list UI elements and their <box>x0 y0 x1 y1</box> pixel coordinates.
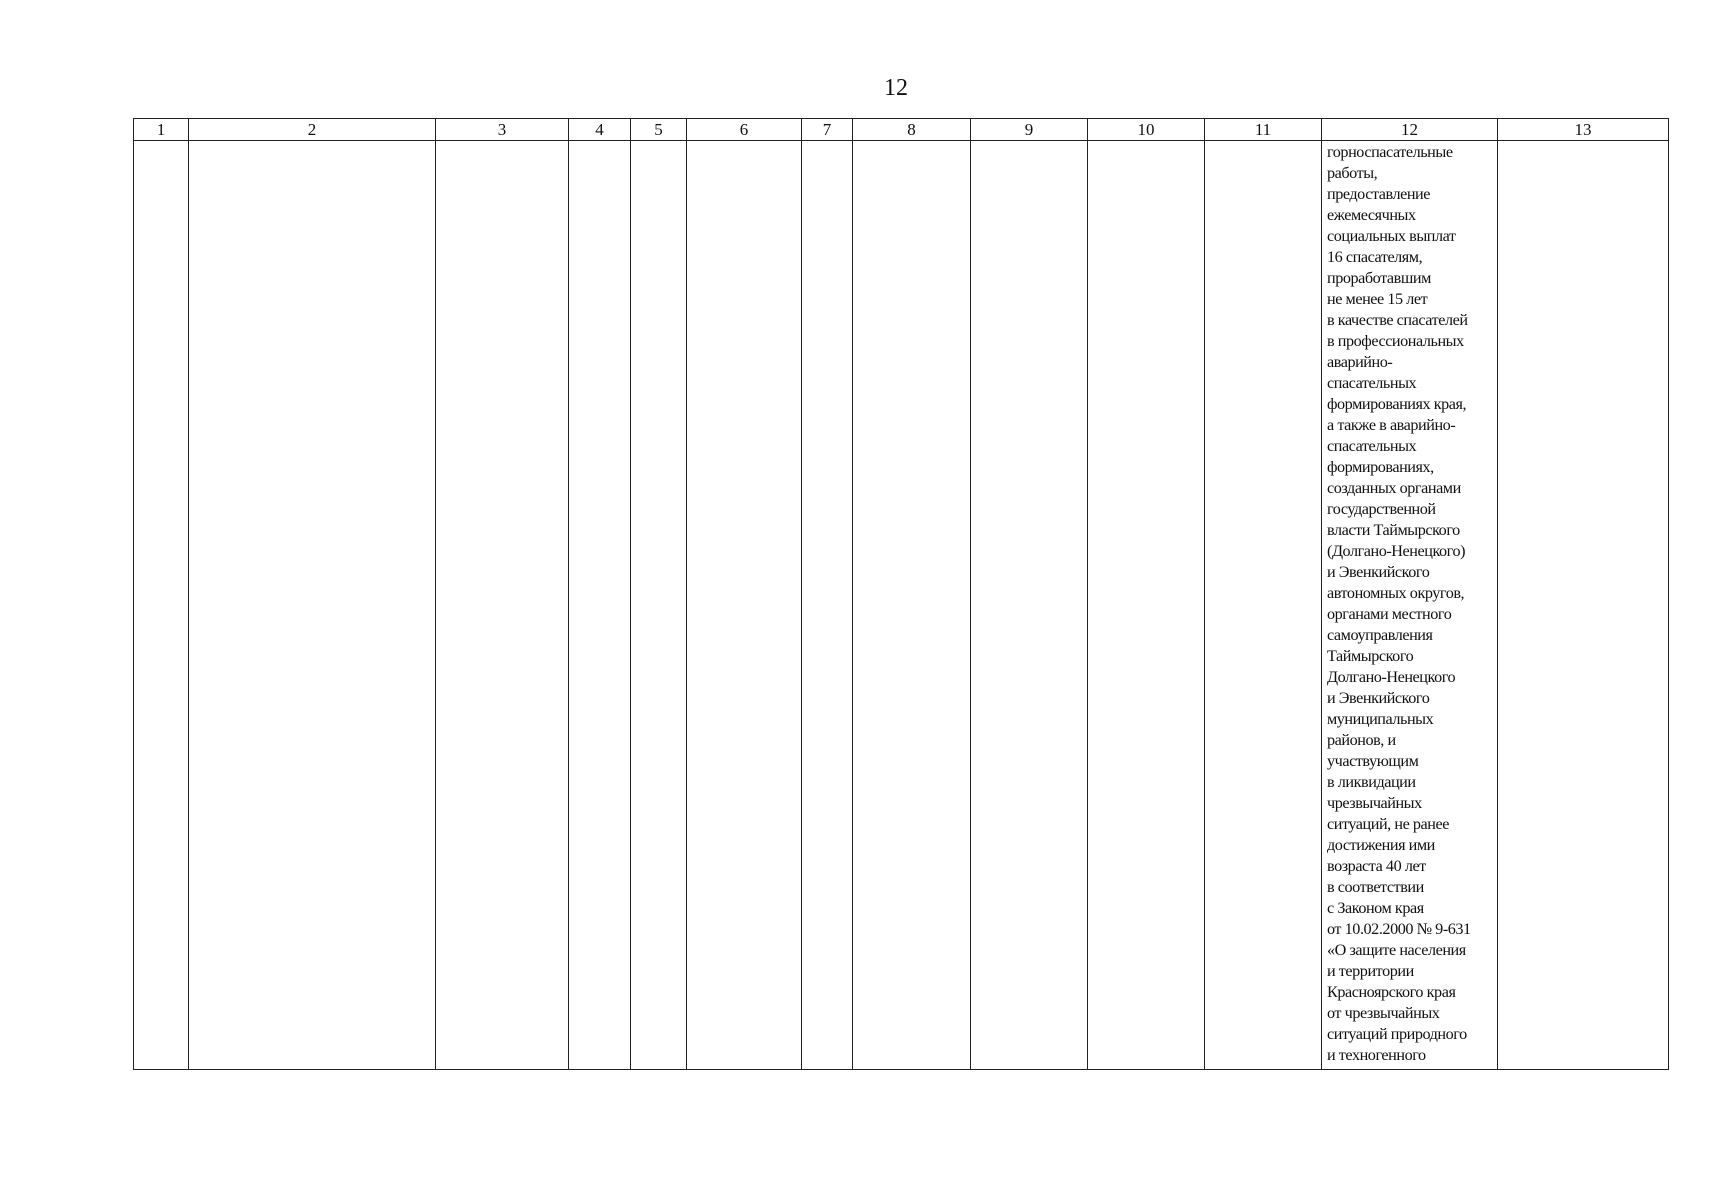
cell-col-10 <box>1088 141 1205 1070</box>
cell-col-7 <box>802 141 853 1070</box>
cell-col-3 <box>436 141 569 1070</box>
text-line: государственной <box>1327 500 1436 518</box>
text-line: возраста 40 лет <box>1327 857 1426 875</box>
text-line: 16 спасателям, <box>1327 248 1423 266</box>
column-header-5: 5 <box>631 119 687 141</box>
text-line: достижения ими <box>1327 836 1435 854</box>
text-line: (Долгано-Ненецкого) <box>1327 542 1466 560</box>
cell-col-12-text <box>1322 141 1497 1066</box>
column-header-2: 2 <box>189 119 436 141</box>
column-header-11: 11 <box>1205 119 1322 141</box>
header-row <box>134 119 1669 141</box>
text-line: районов, и <box>1327 731 1396 749</box>
cell-col-4 <box>569 141 631 1070</box>
document-table <box>133 118 1669 1070</box>
cell-col-11 <box>1205 141 1322 1070</box>
text-line: ситуаций природного <box>1327 1025 1467 1043</box>
text-line: спасательных <box>1327 374 1417 392</box>
text-line: автономных округов, <box>1327 584 1465 602</box>
text-line: горноспасательные <box>1327 143 1453 161</box>
text-line: формированиях края, <box>1327 395 1467 413</box>
text-line: от чрезвычайных <box>1327 1004 1440 1022</box>
text-line: в профессиональных <box>1327 332 1464 350</box>
column-header-4: 4 <box>569 119 631 141</box>
text-line: и территории <box>1327 962 1414 980</box>
text-line: в соответствии <box>1327 878 1424 896</box>
text-line: от 10.02.2000 № 9-631 <box>1327 920 1471 938</box>
text-line: органами местного <box>1327 605 1452 623</box>
table-row <box>134 141 1669 1070</box>
column-header-1: 1 <box>134 119 189 141</box>
column-header-6: 6 <box>687 119 802 141</box>
cell-col-8 <box>853 141 971 1070</box>
column-header-9: 9 <box>971 119 1088 141</box>
text-line: созданных органами <box>1327 479 1461 497</box>
text-line: и Эвенкийского <box>1327 689 1430 707</box>
text-line: социальных выплат <box>1327 227 1456 245</box>
text-line: с Законом края <box>1327 899 1424 917</box>
column-header-3: 3 <box>436 119 569 141</box>
text-line: не менее 15 лет <box>1327 290 1428 308</box>
text-line: чрезвычайных <box>1327 794 1422 812</box>
text-line: и техногенного <box>1327 1046 1426 1064</box>
cell-col-9 <box>971 141 1088 1070</box>
page-number: 12 <box>884 75 908 101</box>
text-line: ситуаций, не ранее <box>1327 815 1449 833</box>
text-line: и Эвенкийского <box>1327 563 1430 581</box>
column-header-12: 12 <box>1322 119 1498 141</box>
text-line: Таймырского <box>1327 647 1414 665</box>
column-header-13: 13 <box>1498 119 1669 141</box>
text-line: Долгано-Ненецкого <box>1327 668 1456 686</box>
column-header-8: 8 <box>853 119 971 141</box>
column-header-10: 10 <box>1088 119 1205 141</box>
text-line: самоуправления <box>1327 626 1433 644</box>
text-line: формированиях, <box>1327 458 1434 476</box>
text-line: аварийно- <box>1327 353 1393 371</box>
cell-col-12 <box>1322 141 1498 1070</box>
text-line: участвующим <box>1327 752 1419 770</box>
text-line: а также в аварийно- <box>1327 416 1456 434</box>
text-line: «О защите населения <box>1327 941 1466 959</box>
text-line: спасательных <box>1327 437 1417 455</box>
column-header-7: 7 <box>802 119 853 141</box>
cell-col-6 <box>687 141 802 1070</box>
text-line: работы, <box>1327 164 1378 182</box>
cell-col-1 <box>134 141 189 1070</box>
cell-col-13 <box>1498 141 1669 1070</box>
cell-col-5 <box>631 141 687 1070</box>
text-line: ежемесячных <box>1327 206 1416 224</box>
text-line: власти Таймырского <box>1327 521 1460 539</box>
text-line: в качестве спасателей <box>1327 311 1468 329</box>
text-line: проработавшим <box>1327 269 1431 287</box>
text-line: предоставление <box>1327 185 1431 203</box>
text-line: Красноярского края <box>1327 983 1456 1001</box>
text-line: муниципальных <box>1327 710 1434 728</box>
text-line: в ликвидации <box>1327 773 1416 791</box>
cell-col-2 <box>189 141 436 1070</box>
